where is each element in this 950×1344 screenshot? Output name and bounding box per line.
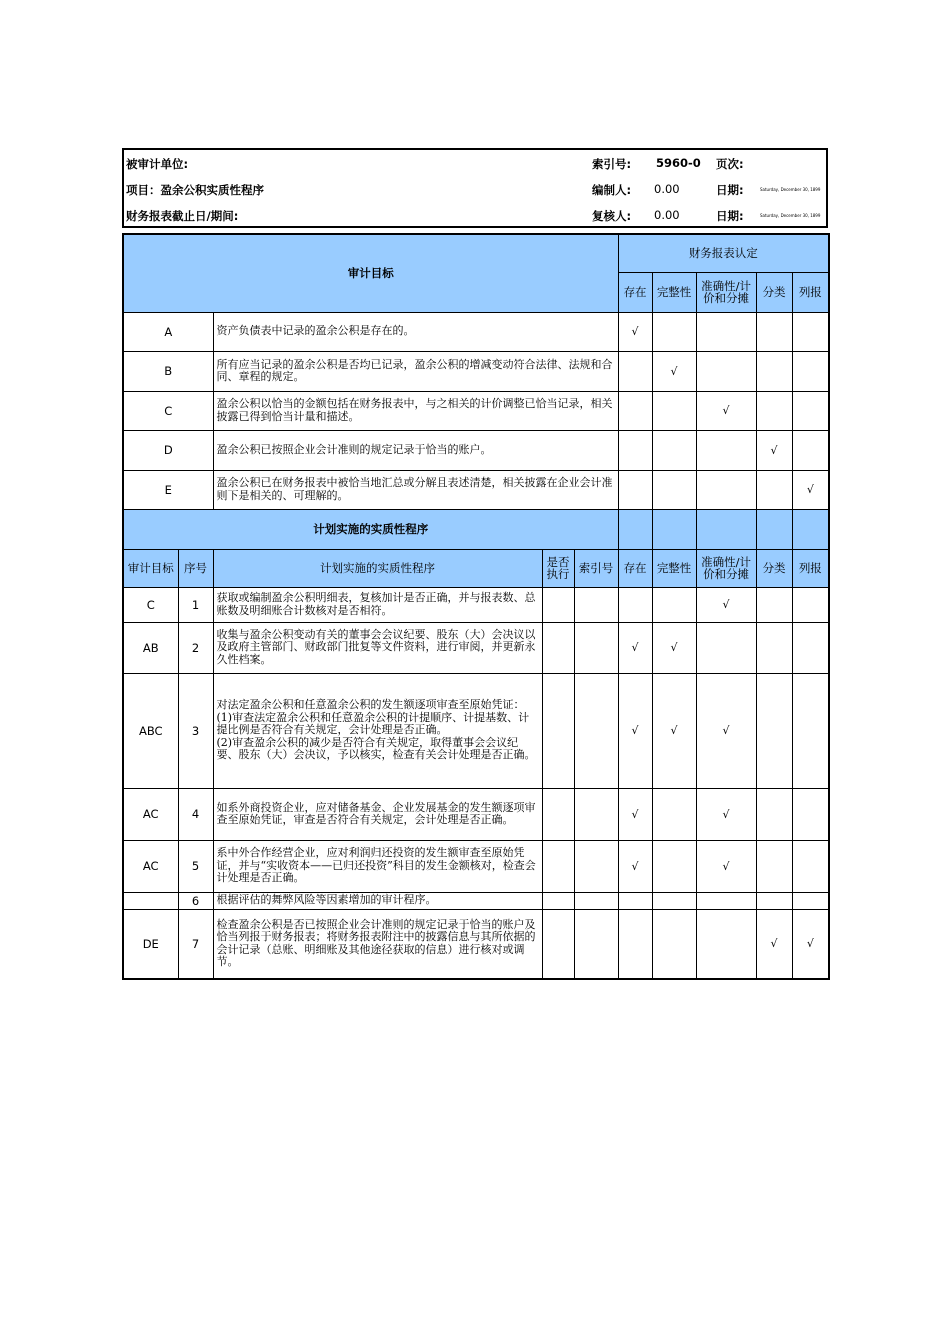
assertion-header: 列报 [792, 272, 829, 312]
check-mark: √ [618, 622, 652, 673]
check-mark: √ [696, 587, 756, 622]
objective-row [123, 351, 829, 391]
assertion-header: 存在 [618, 549, 652, 587]
executed-cell [542, 909, 574, 979]
check-mark: √ [652, 673, 696, 788]
procedure-text: 获取或编制盈余公积明细表，复核加计是否正确，并与报表数、总账数及明细账合计数核对是否相符。 [213, 587, 542, 622]
col-executed: 是否执行 [542, 549, 574, 587]
procedure-objective: AC [123, 840, 178, 892]
check-mark [792, 840, 829, 892]
procedure-objective: C [123, 587, 178, 622]
check-mark [756, 587, 792, 622]
col-objective: 审计目标 [123, 549, 178, 587]
project-label: 项目：盈余公积实质性程序 [126, 183, 264, 197]
check-mark [756, 312, 792, 351]
header-box [122, 148, 828, 228]
reviewer-label: 复核人: [592, 209, 632, 223]
check-mark [618, 892, 652, 909]
executed-cell [542, 892, 574, 909]
index-value: 5960-0 [656, 156, 701, 170]
index-label: 索引号: [592, 157, 632, 171]
assertion-header: 完整性 [652, 549, 696, 587]
check-mark: √ [618, 673, 652, 788]
procedure-seq: 7 [178, 909, 213, 979]
check-mark [792, 788, 829, 840]
procedure-seq: 2 [178, 622, 213, 673]
check-mark [618, 430, 652, 470]
assertion-header: 列报 [792, 549, 829, 587]
check-mark [696, 312, 756, 351]
date-label: 日期: [716, 183, 744, 197]
check-mark [696, 892, 756, 909]
check-mark [792, 430, 829, 470]
procedure-seq: 3 [178, 673, 213, 788]
check-mark [696, 622, 756, 673]
index-cell [574, 892, 618, 909]
check-mark [618, 587, 652, 622]
procedure-row [123, 892, 829, 909]
header-row-3 [124, 202, 826, 228]
audit-table [122, 233, 830, 980]
procedure-seq: 4 [178, 788, 213, 840]
check-mark: √ [652, 351, 696, 391]
objective-code: B [123, 351, 213, 391]
header-row-2 [124, 176, 826, 202]
check-mark: √ [618, 312, 652, 351]
check-mark [618, 351, 652, 391]
check-mark [792, 351, 829, 391]
check-mark [652, 840, 696, 892]
check-mark [756, 892, 792, 909]
check-mark: √ [696, 788, 756, 840]
assertion-group-header: 财务报表认定 [618, 234, 829, 272]
check-mark: √ [618, 840, 652, 892]
procedure-text: 如系外商投资企业，应对储备基金、企业发展基金的发生额逐项审查至原始凭证，审查是否符合有关规定，会计处理是否正确。 [213, 788, 542, 840]
procedure-row [123, 622, 829, 673]
period-label: 财务报表截止日/期间: [126, 209, 239, 223]
objective-code: D [123, 430, 213, 470]
executed-cell [542, 788, 574, 840]
executed-cell [542, 622, 574, 673]
objective-code: A [123, 312, 213, 351]
check-mark [696, 351, 756, 391]
executed-cell [542, 673, 574, 788]
procedure-row [123, 788, 829, 840]
check-mark [652, 788, 696, 840]
objective-row [123, 312, 829, 351]
check-mark: √ [696, 391, 756, 430]
reviewer-value: 0.00 [654, 208, 680, 222]
assertion-header: 准确性/计价和分摊 [696, 272, 756, 312]
objectives-title: 审计目标 [123, 234, 618, 312]
check-mark [652, 892, 696, 909]
procedure-row [123, 673, 829, 788]
col-procedure: 计划实施的实质性程序 [213, 549, 542, 587]
check-mark [652, 909, 696, 979]
preparer-value: 0.00 [654, 182, 680, 196]
check-mark [618, 391, 652, 430]
check-mark: √ [756, 430, 792, 470]
procedure-text: 根据评估的舞弊风险等因素增加的审计程序。 [213, 892, 542, 909]
check-mark [696, 470, 756, 509]
date2-value: Saturday, December 30, 1899 [760, 213, 821, 218]
procedure-text: 对法定盈余公积和任意盈余公积的发生额逐项审查至原始凭证： (1)审查法定盈余公积和任意盈余公积的计提顺序、计提基数、计提比例是否符合有关规定，会计处理是否正确。 (2)审查盈余公积的减少是否符合有关规定，取得董事会会议纪要、股东（大）会决议，予以核实，检查有关会计处理是否正确。 [213, 673, 542, 788]
entity-label: 被审计单位: [126, 157, 189, 171]
procedure-text: 系中外合作经营企业，应对利润归还投资的发生额审查至原始凭证，并与“实收资本——已归还投资”科目的发生金额核对，检查会计处理是否正确。 [213, 840, 542, 892]
objective-row [123, 470, 829, 509]
check-mark [792, 391, 829, 430]
assertion-header: 完整性 [652, 272, 696, 312]
procedure-seq: 1 [178, 587, 213, 622]
check-mark [792, 622, 829, 673]
objective-row [123, 391, 829, 430]
check-mark [696, 430, 756, 470]
executed-cell [542, 840, 574, 892]
procedure-objective: ABC [123, 673, 178, 788]
objective-text: 资产负债表中记录的盈余公积是存在的。 [213, 312, 618, 351]
procedure-seq: 6 [178, 892, 213, 909]
index-cell [574, 840, 618, 892]
procedure-row [123, 587, 829, 622]
check-mark [756, 470, 792, 509]
assertion-header: 分类 [756, 549, 792, 587]
objective-text: 盈余公积以恰当的金额包括在财务报表中，与之相关的计价调整已恰当记录，相关披露已得到恰当计量和描述。 [213, 391, 618, 430]
procedure-objective: DE [123, 909, 178, 979]
objective-text: 盈余公积已按照企业会计准则的规定记录于恰当的账户。 [213, 430, 618, 470]
objective-code: E [123, 470, 213, 509]
check-mark [756, 840, 792, 892]
objective-text: 盈余公积已在财务报表中被恰当地汇总或分解且表述清楚，相关披露在企业会计准则下是相关的、可理解的。 [213, 470, 618, 509]
procedure-text: 检查盈余公积是否已按照企业会计准则的规定记录于恰当的账户及恰当列报于财务报表；将财务报表附注中的披露信息与其所依据的会计记录（总账、明细账及其他途径获取的信息）进行核对或调节。 [213, 909, 542, 979]
check-mark [652, 470, 696, 509]
objective-code: C [123, 391, 213, 430]
index-cell [574, 622, 618, 673]
check-mark: √ [696, 840, 756, 892]
preparer-label: 编制人: [592, 183, 632, 197]
check-mark [756, 391, 792, 430]
procedure-objective [123, 892, 178, 909]
assertion-header: 准确性/计价和分摊 [696, 549, 756, 587]
procedures-title: 计划实施的实质性程序 [123, 509, 618, 549]
check-mark [756, 673, 792, 788]
check-mark [652, 312, 696, 351]
procedure-text: 收集与盈余公积变动有关的董事会会议纪要、股东（大）会决议以及政府主管部门、财政部门批复等文件资料，进行审阅，并更新永久性档案。 [213, 622, 542, 673]
check-mark [652, 430, 696, 470]
index-cell [574, 673, 618, 788]
procedure-seq: 5 [178, 840, 213, 892]
check-mark [792, 673, 829, 788]
procedure-row [123, 840, 829, 892]
objective-text: 所有应当记录的盈余公积是否均已记录，盈余公积的增减变动符合法律、法规和合同、章程的规定。 [213, 351, 618, 391]
check-mark: √ [756, 909, 792, 979]
check-mark [792, 892, 829, 909]
check-mark [652, 587, 696, 622]
check-mark [618, 909, 652, 979]
index-cell [574, 788, 618, 840]
check-mark [756, 622, 792, 673]
date2-label: 日期: [716, 209, 744, 223]
executed-cell [542, 587, 574, 622]
check-mark [792, 587, 829, 622]
procedure-row [123, 909, 829, 979]
assertion-header: 存在 [618, 272, 652, 312]
assertion-header: 分类 [756, 272, 792, 312]
procedure-objective: AC [123, 788, 178, 840]
index-cell [574, 909, 618, 979]
check-mark: √ [696, 673, 756, 788]
date-value: Saturday, December 30, 1899 [760, 187, 821, 192]
header-row-1 [124, 150, 826, 176]
check-mark: √ [652, 622, 696, 673]
check-mark: √ [618, 788, 652, 840]
check-mark [618, 470, 652, 509]
check-mark: √ [792, 470, 829, 509]
check-mark [756, 788, 792, 840]
check-mark: √ [792, 909, 829, 979]
check-mark [652, 391, 696, 430]
objective-row [123, 430, 829, 470]
procedure-objective: AB [123, 622, 178, 673]
col-seq: 序号 [178, 549, 213, 587]
index-cell [574, 587, 618, 622]
col-index: 索引号 [574, 549, 618, 587]
check-mark [792, 312, 829, 351]
check-mark [756, 351, 792, 391]
page-label: 页次: [716, 157, 744, 171]
check-mark [696, 909, 756, 979]
